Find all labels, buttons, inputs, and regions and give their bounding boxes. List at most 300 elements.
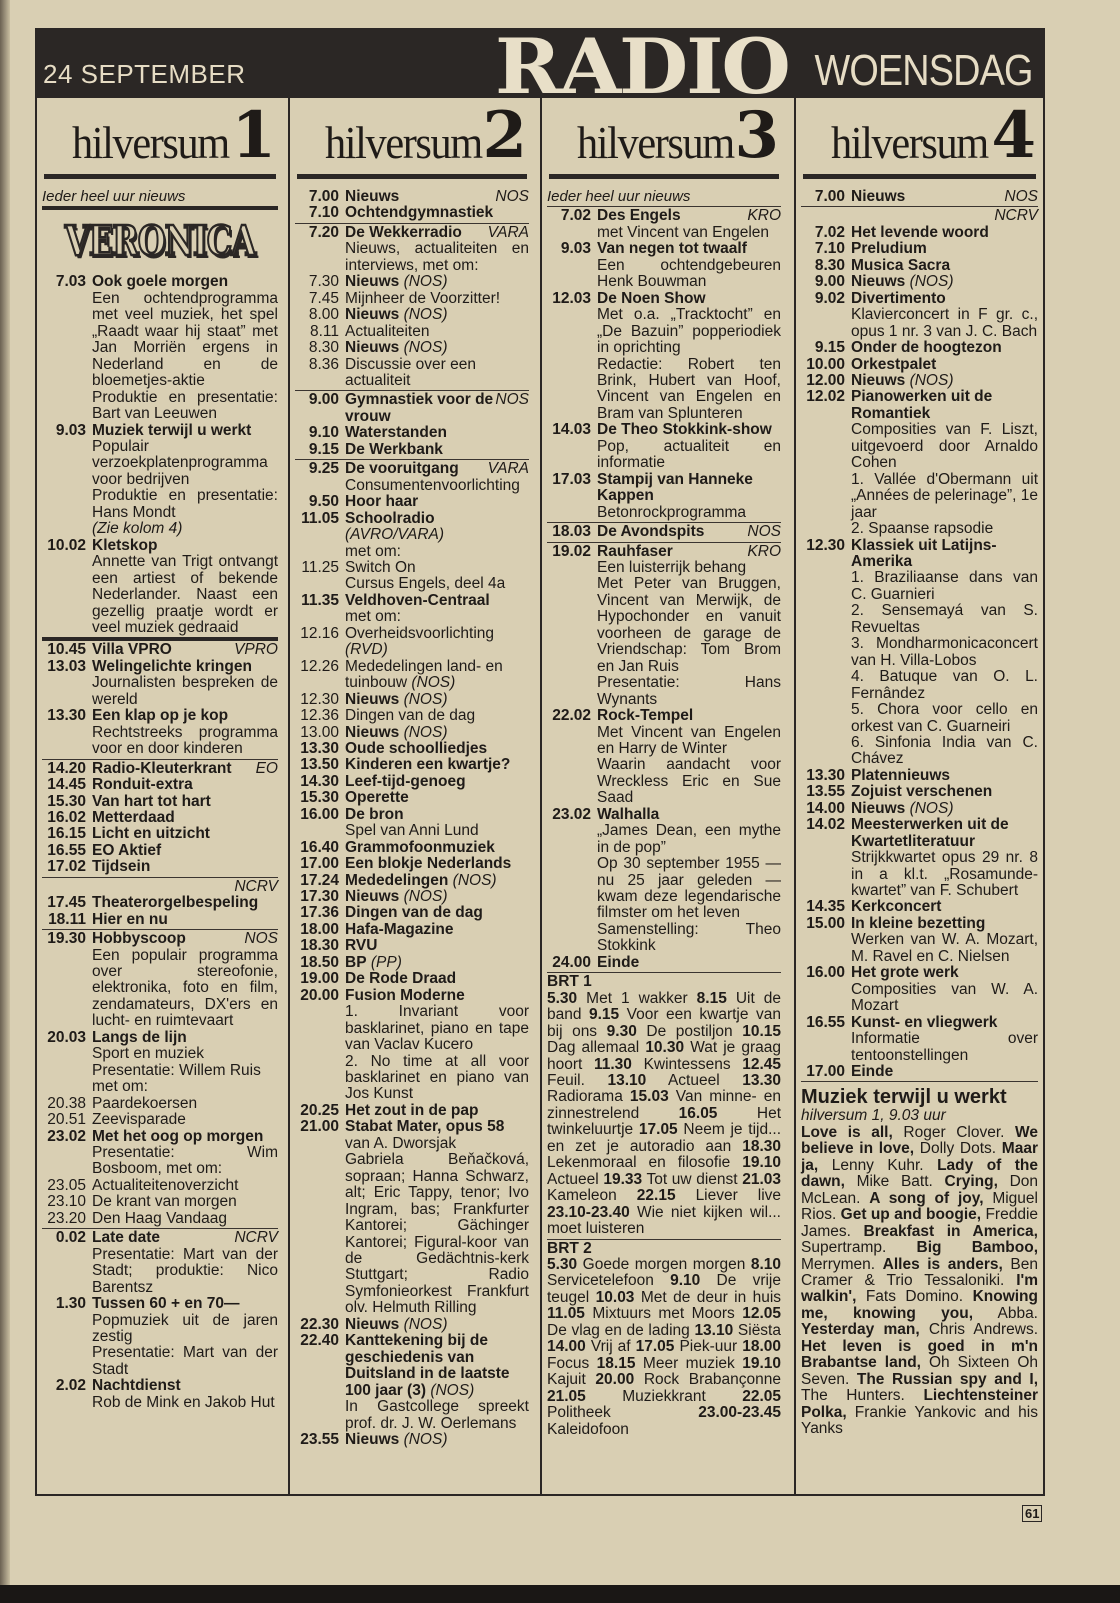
programme-time: 14.45 xyxy=(47,776,86,794)
programme-time: 18.50 xyxy=(300,953,339,971)
programme-description: Met Vincent van Engelen en Harry de Winter xyxy=(597,723,781,757)
brt-time: 13.30 xyxy=(742,1072,781,1090)
programme-heading xyxy=(851,1064,1038,1080)
programme-description: Werken van W. A. Mozart, M. Ravel en C. Nielsen xyxy=(851,931,1038,965)
brt-time: 9.30 xyxy=(606,1022,637,1040)
programme-time: 9.00 xyxy=(814,273,845,291)
brt-programme: Voor een kwartje van bij ons xyxy=(547,1006,781,1040)
programme-content xyxy=(345,659,529,692)
programme-heading xyxy=(92,1096,278,1112)
programme-content xyxy=(345,392,529,425)
broadcaster-label: NOS xyxy=(495,391,529,409)
programme-time: 15.30 xyxy=(300,789,339,807)
programme-entry xyxy=(295,274,529,290)
programme-heading xyxy=(92,1378,278,1394)
programme-entry xyxy=(547,472,781,521)
station-name: hilversum xyxy=(72,117,229,168)
programme-time: 20.00 xyxy=(300,986,339,1004)
programme-content xyxy=(92,843,278,859)
programme-content xyxy=(345,189,529,205)
veronica-logo xyxy=(42,212,278,270)
song-artist: Oh Sixteen Oh Seven. xyxy=(801,1354,1039,1388)
programme-title: Een blokje Nederlands xyxy=(345,855,512,873)
brt-time: 10.03 xyxy=(595,1288,635,1306)
column-hilversum-1 xyxy=(37,98,283,1496)
programme-title: De Noen Show xyxy=(597,289,706,307)
programme-title: Muziek terwijl u werkt xyxy=(92,421,252,439)
programme-entry xyxy=(295,511,529,560)
programme-content xyxy=(851,241,1038,257)
programme-content xyxy=(92,1194,278,1210)
programme-time: 7.45 xyxy=(308,289,339,307)
programme-time: 19.00 xyxy=(300,970,339,988)
divider xyxy=(801,1081,1038,1082)
header-title: RADIO xyxy=(495,22,789,111)
programme-time: 17.02 xyxy=(47,858,86,876)
programme-content xyxy=(345,307,529,323)
programme-description: Strijkkwartet opus 29 nr. 8 in a kl.t. „Rosamunde-kwartet” van F. Schubert xyxy=(851,849,1038,900)
programme-content xyxy=(345,971,529,987)
brt-programme: Piek-uur xyxy=(679,1338,738,1356)
programme-content xyxy=(345,840,529,856)
programme-title: Welingelichte kringen xyxy=(92,657,252,675)
programme-heading xyxy=(92,1296,278,1312)
broadcaster-suffix: (NOS) xyxy=(403,888,448,906)
broadcaster-label: NOS xyxy=(244,930,278,948)
programme-time: 17.03 xyxy=(552,470,591,488)
programme-content xyxy=(345,774,529,790)
header-day: WOENSDAG xyxy=(814,46,1033,95)
programme-content xyxy=(92,1211,278,1227)
programme-time: 11.35 xyxy=(301,591,339,609)
programme-description: (AVRO/VARA) xyxy=(345,526,445,544)
programme-time: 23.05 xyxy=(47,1176,86,1194)
programme-content xyxy=(345,340,529,356)
programme-entry xyxy=(801,1015,1038,1064)
programme-entry xyxy=(42,1378,278,1411)
programme-content xyxy=(345,905,529,921)
broadcaster-suffix: (NOS) xyxy=(430,1381,475,1399)
programme-entry xyxy=(42,1096,278,1112)
programme-time: 13.30 xyxy=(47,707,86,725)
programme-time: 16.55 xyxy=(806,1013,845,1031)
programme-time: 7.02 xyxy=(814,223,845,241)
programme-title: Nieuws xyxy=(345,188,400,205)
programme-time: 13.30 xyxy=(806,766,845,784)
programme-content xyxy=(345,560,529,593)
programme-content xyxy=(345,442,529,458)
programme-description: Produktie en presentatie: Bart van Leeuwen xyxy=(92,388,278,423)
programme-heading xyxy=(345,340,529,356)
programme-heading xyxy=(345,593,529,609)
programme-time: 20.51 xyxy=(47,1111,86,1129)
programme-heading xyxy=(345,357,529,390)
programme-title: Preludium xyxy=(851,240,927,258)
programme-title: Einde xyxy=(597,953,640,971)
brt-programme: Van minne- en zinnestrelend xyxy=(547,1088,782,1122)
programme-title: Met het oog op morgen xyxy=(92,1127,264,1145)
programme-time: 7.02 xyxy=(560,207,591,225)
brt-programme: Politheek xyxy=(547,1404,611,1422)
programme-entry xyxy=(295,807,529,840)
programme-heading xyxy=(345,905,529,921)
programme-heading xyxy=(345,757,529,773)
column-heading xyxy=(549,98,779,179)
programme-content xyxy=(851,189,1038,205)
broadcaster-suffix: (NOS) xyxy=(403,690,448,708)
programme-entry xyxy=(295,708,529,724)
programme-entry xyxy=(42,794,278,810)
programme-content xyxy=(345,692,529,708)
programme-content xyxy=(851,225,1038,241)
song-artist: Ben Cramer & Trio Tessaloniki. xyxy=(801,1255,1039,1289)
programme-time: 14.00 xyxy=(806,799,845,817)
programme-description: Presentatie: Hans Wynants xyxy=(597,674,781,708)
programme-time: 8.00 xyxy=(308,306,339,324)
programme-title: Onder de hoogtezon xyxy=(851,339,1002,357)
brt-programme: Neem je tijd... en zet je autoradio aan xyxy=(547,1121,782,1155)
programme-time: 16.15 xyxy=(47,825,86,843)
programme-description: Pop, actualiteit en informatie xyxy=(597,437,781,472)
programme-content xyxy=(597,422,781,471)
broadcaster-suffix: (NOS) xyxy=(909,371,954,389)
programme-time: 22.02 xyxy=(552,707,591,725)
programme-content xyxy=(92,931,278,1030)
programme-description: met om: xyxy=(345,542,401,560)
programme-entry xyxy=(42,826,278,842)
programme-entry xyxy=(295,392,529,425)
brt-time: 19.10 xyxy=(742,1154,781,1172)
song-title: Alles is anders, xyxy=(882,1255,1003,1273)
programme-entry xyxy=(42,1178,278,1194)
brt-programme: Wat je graag hoort xyxy=(547,1039,782,1073)
programme-entry xyxy=(801,965,1038,1014)
programme-content xyxy=(345,922,529,938)
station-name: hilversum xyxy=(831,117,988,168)
programme-entry xyxy=(295,461,529,494)
programme-content xyxy=(345,205,529,221)
programme-description: Composities van W. A. Mozart xyxy=(851,980,1038,1015)
programme-content xyxy=(92,1129,278,1178)
programme-title: De bron xyxy=(345,805,404,823)
programme-description: Journalisten bespreken de wereld xyxy=(92,674,278,708)
programme-entry xyxy=(295,692,529,708)
programme-title: Kinderen een kwartje? xyxy=(345,756,511,774)
programme-entry xyxy=(295,324,529,340)
programme-title: Operette xyxy=(345,789,409,807)
programme-entry xyxy=(295,905,529,921)
programme-time: 12.36 xyxy=(300,707,339,725)
programme-time: 13.55 xyxy=(806,783,845,801)
programme-entry xyxy=(295,425,529,441)
programme-time: 21.00 xyxy=(300,1118,339,1136)
programme-entry xyxy=(801,817,1038,899)
programme-time: 10.02 xyxy=(47,536,86,554)
programme-title: Nieuws xyxy=(345,888,400,906)
page-header xyxy=(35,22,1045,111)
programme-title: De krant van morgen xyxy=(92,1193,237,1211)
programme-time: 17.00 xyxy=(806,1063,845,1081)
programme-heading xyxy=(92,423,278,439)
programme-description: (RVD) xyxy=(345,641,388,659)
programme-description: Populair verzoekplatenprogramma voor bedrijven xyxy=(92,437,268,488)
brt-listings xyxy=(547,974,781,1438)
brt-schedule xyxy=(547,1257,781,1438)
programme-title: Nachtdienst xyxy=(92,1377,181,1395)
veronica-logo-text: VERONICA xyxy=(64,216,256,266)
programme-entry xyxy=(295,1333,529,1432)
divider xyxy=(42,206,278,210)
programme-time: 12.30 xyxy=(806,536,845,554)
programme-title: Mededelingen land- en tuinbouw xyxy=(345,657,503,692)
programme-entry xyxy=(295,560,529,593)
programme-entry xyxy=(295,494,529,510)
programme-heading xyxy=(345,425,529,441)
programme-description: In Gastcollege spreekt prof. dr. J. W. Oerlemans xyxy=(345,1398,529,1432)
programme-heading xyxy=(92,1129,278,1145)
programme-entry xyxy=(295,873,529,889)
programme-entry xyxy=(801,916,1038,965)
programme-title: Walhalla xyxy=(597,805,660,823)
broadcaster-suffix: (NOS) xyxy=(403,339,448,357)
programme-heading xyxy=(851,225,1038,241)
programme-entry xyxy=(295,357,529,390)
programme-description: Een ochtendprogramma met veel muziek, het spel „Raadt waar hij staat” met Jan Morriën ergens in Nederland en de bloemetjes-aktie xyxy=(92,289,278,390)
broadcaster-label: NCRV xyxy=(994,207,1038,225)
programme-description: 5. Chora voor cello en orkest van C. Guarneiri xyxy=(851,701,1038,735)
programme-title: Mededelingen xyxy=(345,871,449,889)
song-artist: Freddie James. xyxy=(801,1206,1039,1240)
programme-entry xyxy=(547,241,781,290)
programme-time: 12.03 xyxy=(552,289,591,307)
programme-time: 8.36 xyxy=(308,355,339,373)
programme-entry xyxy=(42,895,278,911)
programme-heading xyxy=(345,889,529,905)
broadcaster-suffix: (NOS) xyxy=(403,1430,448,1448)
programme-time: 2.02 xyxy=(55,1377,86,1395)
programme-heading xyxy=(345,1119,529,1135)
programme-heading xyxy=(851,965,1038,981)
programme-title: Des Engels xyxy=(597,207,681,225)
programme-entry xyxy=(42,761,278,777)
programme-content xyxy=(92,1112,278,1128)
broadcaster-suffix: (NOS) xyxy=(403,1315,448,1333)
brt-programme: Kameleon xyxy=(547,1187,617,1205)
programme-title: Het levende woord xyxy=(851,223,989,241)
page-bottom-edge xyxy=(0,1585,1120,1603)
programme-heading xyxy=(92,642,278,658)
programme-time: 23.20 xyxy=(47,1209,86,1227)
programme-heading xyxy=(597,544,781,560)
programme-description: Redactie: Robert ten Brink, Hubert van Hoof, Vincent van Engelen en Bram van Splunteren xyxy=(597,355,781,422)
programme-description: Spel van Anni Lund xyxy=(345,822,479,840)
programme-content xyxy=(92,1030,278,1096)
brt-time: 8.10 xyxy=(750,1256,781,1273)
song-title: Knowing me, knowing you, xyxy=(801,1288,1038,1322)
programme-description: Rob de Mink en Jakob Hut xyxy=(92,1393,275,1411)
brt-time: 12.45 xyxy=(742,1055,782,1073)
programme-heading xyxy=(597,422,781,438)
brt-time: 18.00 xyxy=(742,1338,781,1356)
programme-time: 17.45 xyxy=(47,894,86,912)
programme-time: 24.00 xyxy=(552,953,591,971)
programme-time: 12.30 xyxy=(300,690,339,708)
programme-entry xyxy=(42,1230,278,1296)
programme-heading xyxy=(597,524,781,540)
programme-entry xyxy=(295,922,529,938)
brt-time: 9.10 xyxy=(670,1272,701,1290)
programme-content xyxy=(92,642,278,658)
programme-description: 2. No time at all voor basklarinet en piano van Jos Kunst xyxy=(345,1052,529,1103)
programme-heading xyxy=(851,538,1038,571)
programme-entry xyxy=(42,931,278,1030)
programme-content xyxy=(345,889,529,905)
song-title: The Russian spy and I, xyxy=(856,1370,1038,1388)
programme-title: Actualiteitenoverzicht xyxy=(92,1176,239,1194)
brt-programme: Muziekkrant xyxy=(622,1387,706,1405)
broadcaster-suffix: (NOS) xyxy=(411,674,456,692)
programme-time: 19.02 xyxy=(552,542,591,560)
song-title: Get up and boogie, xyxy=(840,1206,982,1224)
entries xyxy=(801,189,1038,1082)
programme-heading xyxy=(345,988,529,1004)
programme-entry xyxy=(295,774,529,790)
programme-title: Ronduit-extra xyxy=(92,776,193,794)
programme-heading xyxy=(851,241,1038,257)
broadcaster-label: KRO xyxy=(747,542,781,560)
programme-time: 7.00 xyxy=(814,188,845,205)
broadcaster-suffix: (NOS) xyxy=(909,273,954,291)
programme-heading xyxy=(851,373,1038,389)
brt-time: 21.05 xyxy=(547,1387,586,1405)
brt-programme: Het twinkeluurtje xyxy=(547,1104,781,1139)
programme-title: Het zout in de pap xyxy=(345,1101,479,1119)
programme-time: 12.16 xyxy=(300,624,339,642)
programme-content xyxy=(851,538,1038,768)
song-title: We believe in love, xyxy=(801,1123,1039,1158)
programme-description: (Zie kolom 4) xyxy=(92,520,183,538)
song-title: Breakfast in America, xyxy=(863,1222,1038,1240)
programme-content xyxy=(92,708,278,757)
song-title: A song of joy, xyxy=(869,1189,984,1207)
programme-content xyxy=(92,810,278,826)
programme-heading xyxy=(92,1030,278,1046)
brt-time: 16.05 xyxy=(678,1104,718,1122)
programme-entry xyxy=(295,725,529,741)
programme-time: 18.30 xyxy=(300,937,339,955)
programme-content xyxy=(345,461,529,494)
programme-time: 9.02 xyxy=(814,289,845,307)
programme-entry xyxy=(42,708,278,757)
programme-time: 18.11 xyxy=(48,910,86,928)
programme-heading xyxy=(345,307,529,323)
programme-entry xyxy=(801,373,1038,389)
programme-time: 7.03 xyxy=(55,273,86,291)
programme-content xyxy=(345,741,529,757)
brt-programme: Wie niet kijken wil... moet luisteren xyxy=(547,1203,781,1238)
programme-content xyxy=(851,965,1038,1014)
programme-description: van A. Dworsjak xyxy=(345,1134,457,1152)
programme-title: Stampij van Hanneke Kappen xyxy=(597,470,753,505)
programme-content xyxy=(851,817,1038,899)
programme-heading xyxy=(851,189,1038,205)
broadcaster-label: NOS xyxy=(747,523,781,541)
song-artist: Lenny Kuhr. xyxy=(831,1156,924,1174)
station-name: hilversum xyxy=(577,117,734,168)
programme-title: Musica Sacra xyxy=(851,256,951,274)
programme-entry xyxy=(42,1211,278,1227)
header-date: 24 SEPTEMBER xyxy=(43,59,246,89)
station-number: 2 xyxy=(482,98,527,173)
programme-entry xyxy=(801,258,1038,274)
programme-content xyxy=(92,826,278,842)
song-artist: Miguel Rios. xyxy=(801,1189,1038,1224)
programme-content xyxy=(92,859,278,875)
programme-entry xyxy=(42,810,278,826)
programme-content xyxy=(851,258,1038,274)
programme-heading xyxy=(345,922,529,938)
song-artist: Chris Andrews. xyxy=(928,1321,1038,1339)
programme-content xyxy=(345,790,529,806)
brt-time: 8.15 xyxy=(696,989,727,1007)
brt-time: 22.05 xyxy=(742,1387,781,1405)
brt-programme: Uit de band xyxy=(547,989,781,1024)
programme-time: 9.50 xyxy=(308,493,339,511)
programme-time: 13.30 xyxy=(300,739,339,757)
brt-programme: Goede morgen morgen xyxy=(582,1256,746,1273)
programme-heading xyxy=(851,357,1038,373)
programme-title: Zeevisparade xyxy=(92,1111,186,1129)
broadcaster-label: NOS xyxy=(495,188,529,205)
programme-heading xyxy=(345,790,529,806)
song-artist: Roger Clover. xyxy=(903,1123,1005,1141)
programme-title: Kanttekening bij de geschiedenis van Duitsland in de laatste 100 jaar (3) xyxy=(345,1332,510,1399)
programme-title: Mijnheer de Voorzitter! xyxy=(345,289,501,307)
programme-content xyxy=(345,938,529,954)
programme-time: 17.36 xyxy=(300,904,339,922)
programme-entry xyxy=(42,1296,278,1378)
programme-title: Den Haag Vandaag xyxy=(92,1209,228,1227)
programme-description: Rechtstreeks programma voor en door kinderen xyxy=(92,723,278,758)
programme-entry xyxy=(295,291,529,307)
brt-programme: Tot uw dienst xyxy=(646,1170,738,1188)
programme-entry xyxy=(295,889,529,905)
programme-entry xyxy=(42,1129,278,1178)
programme-content xyxy=(345,494,529,510)
programme-content xyxy=(345,511,529,560)
programme-content xyxy=(345,626,529,659)
programme-heading xyxy=(345,1103,529,1119)
programme-entry xyxy=(295,659,529,692)
programme-heading xyxy=(851,1015,1038,1031)
programme-description: Composities van F. Liszt, uitgevoerd door Arnaldo Cohen xyxy=(851,421,1038,472)
programme-entry xyxy=(42,423,278,538)
programme-time: 9.10 xyxy=(308,424,339,442)
programme-content xyxy=(345,1119,529,1316)
programme-entry xyxy=(295,988,529,1103)
programme-title: Een klap op je kop xyxy=(92,707,229,725)
programme-time: 9.25 xyxy=(308,460,339,478)
programme-heading xyxy=(851,274,1038,290)
programme-time: 9.00 xyxy=(308,391,339,409)
brt-programme: Dag allemaal xyxy=(547,1039,640,1057)
brt-time: 19.33 xyxy=(603,1170,643,1188)
page-fold-shadow xyxy=(0,0,10,1603)
programme-entry xyxy=(42,843,278,859)
programme-entry xyxy=(801,801,1038,817)
programme-time: 8.30 xyxy=(308,339,339,357)
station-number: 4 xyxy=(991,98,1036,173)
